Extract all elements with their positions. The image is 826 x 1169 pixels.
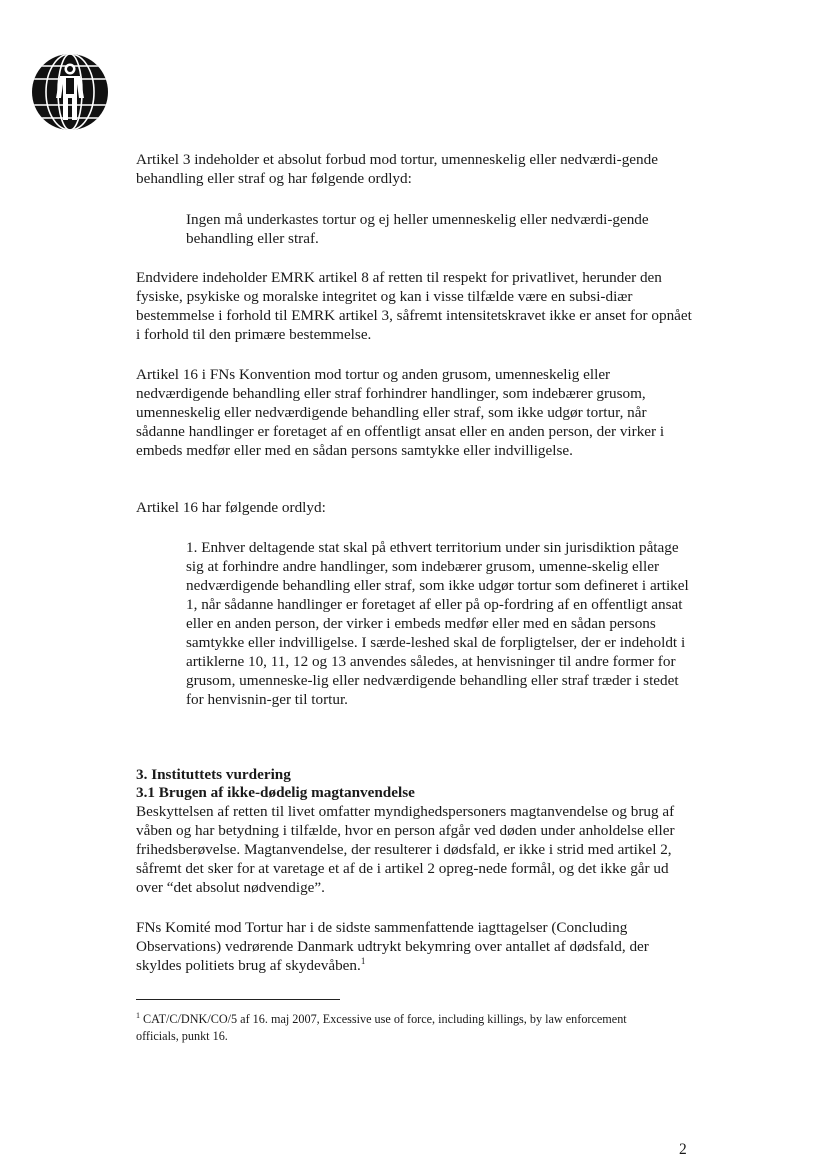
human-figure-globe-icon [30, 52, 110, 132]
paragraph-article-16-intro: Artikel 16 har følgende ordlyd: [136, 499, 326, 516]
section-heading: 3. Instituttets vurdering [136, 766, 291, 783]
paragraph-un-committee [136, 918, 696, 975]
footnote-reference[interactable]: 1 [360, 955, 366, 966]
footnote-text: CAT/C/DNK/CO/5 af 16. maj 2007, Excessive use of force, including killings, by law enforcement officials, punkt 16. [136, 1012, 627, 1043]
footnote [136, 1011, 656, 1045]
paragraph-text: FNs Komité mod Tortur har i de sidste sammenfattende iagttagelser (Concluding Observations) vedrørende Danmark udtrykt bekymring over antallet af dødsfald, der skyldes politiets brug af skydevåben. [136, 919, 649, 974]
quote-article-16: 1. Enhver deltagende stat skal på ethvert territorium under sin jurisdiktion påtage sig at forhindre andre handlinger, som indebærer grusom, umenne-skelig eller nedværdigende behandling eller straf, som ikke udgør tortur som defineret i artikel 1, når sådanne handlinger er foretaget af eller på op-fordring af en offentligt ansat eller en anden person, der virker i embeds medfør eller med en sådan persons samtykke eller indvilligelse. I særde-leshed skal de forpligtelser, der er indeholdt i artiklerne 10, 11, 12 og 13 anvendes således, at henvisninger til andre former for grusom, umenneske-lig eller nedværdigende behandling eller straf træder i stedet for henvisnin-ger til tortur. [186, 539, 689, 708]
footnote-divider [136, 999, 340, 1000]
paragraph-emrk-article-8: Endvidere indeholder EMRK artikel 8 af retten til respekt for privatlivet, herunder den fysiske, psykiske og moralske integritet og kan i visse tilfælde være en subsi-diær bestemmelse i forhold til EMRK artikel 3, såfremt intensitetskravet ikke er anset for opnået i forhold til den primære bestemmelse. [136, 269, 692, 343]
footnote-number: 1 [136, 1010, 140, 1020]
paragraph-use-of-force: Beskyttelsen af retten til livet omfatter myndighedspersoners magtanvendelse og brug af våben og har betydning i tilfælde, hvor en person afgår ved døden under anholdelse eller frihedsberøvelse. Magtanvendelse, der resulterer i dødsfald, er ikke i strid med artikel 2, såfremt det sker for at varetage et af de i artikel 2 opreg-nede formål, og det ikke går ud over “det absolut nødvendige”. [136, 803, 675, 896]
organization-logo [30, 52, 110, 132]
paragraph-article-3: Artikel 3 indeholder et absolut forbud mod tortur, umenneskelig eller nedværdi-gende behandling eller straf og har følgende ordlyd: [136, 151, 658, 187]
subsection-heading: 3.1 Brugen af ikke-dødelig magtanvendelse [136, 784, 415, 801]
page-number: 2 [679, 1141, 687, 1158]
quote-article-3: Ingen må underkastes tortur og ej heller umenneskelig eller nedværdi-gende behandling eller straf. [186, 211, 649, 247]
paragraph-un-article-16: Artikel 16 i FNs Konvention mod tortur og anden grusom, umenneskelig eller nedværdigende behandling eller straf forhindrer handlinger, som indebærer grusom, umenneskelig eller nedværdigende behandling eller straf, som ikke udgør tortur, når sådanne handlinger er foretaget af en offentligt ansat eller en anden person, der virker i embeds medfør eller med en sådan persons samtykke eller indvilligelse. [136, 366, 665, 459]
